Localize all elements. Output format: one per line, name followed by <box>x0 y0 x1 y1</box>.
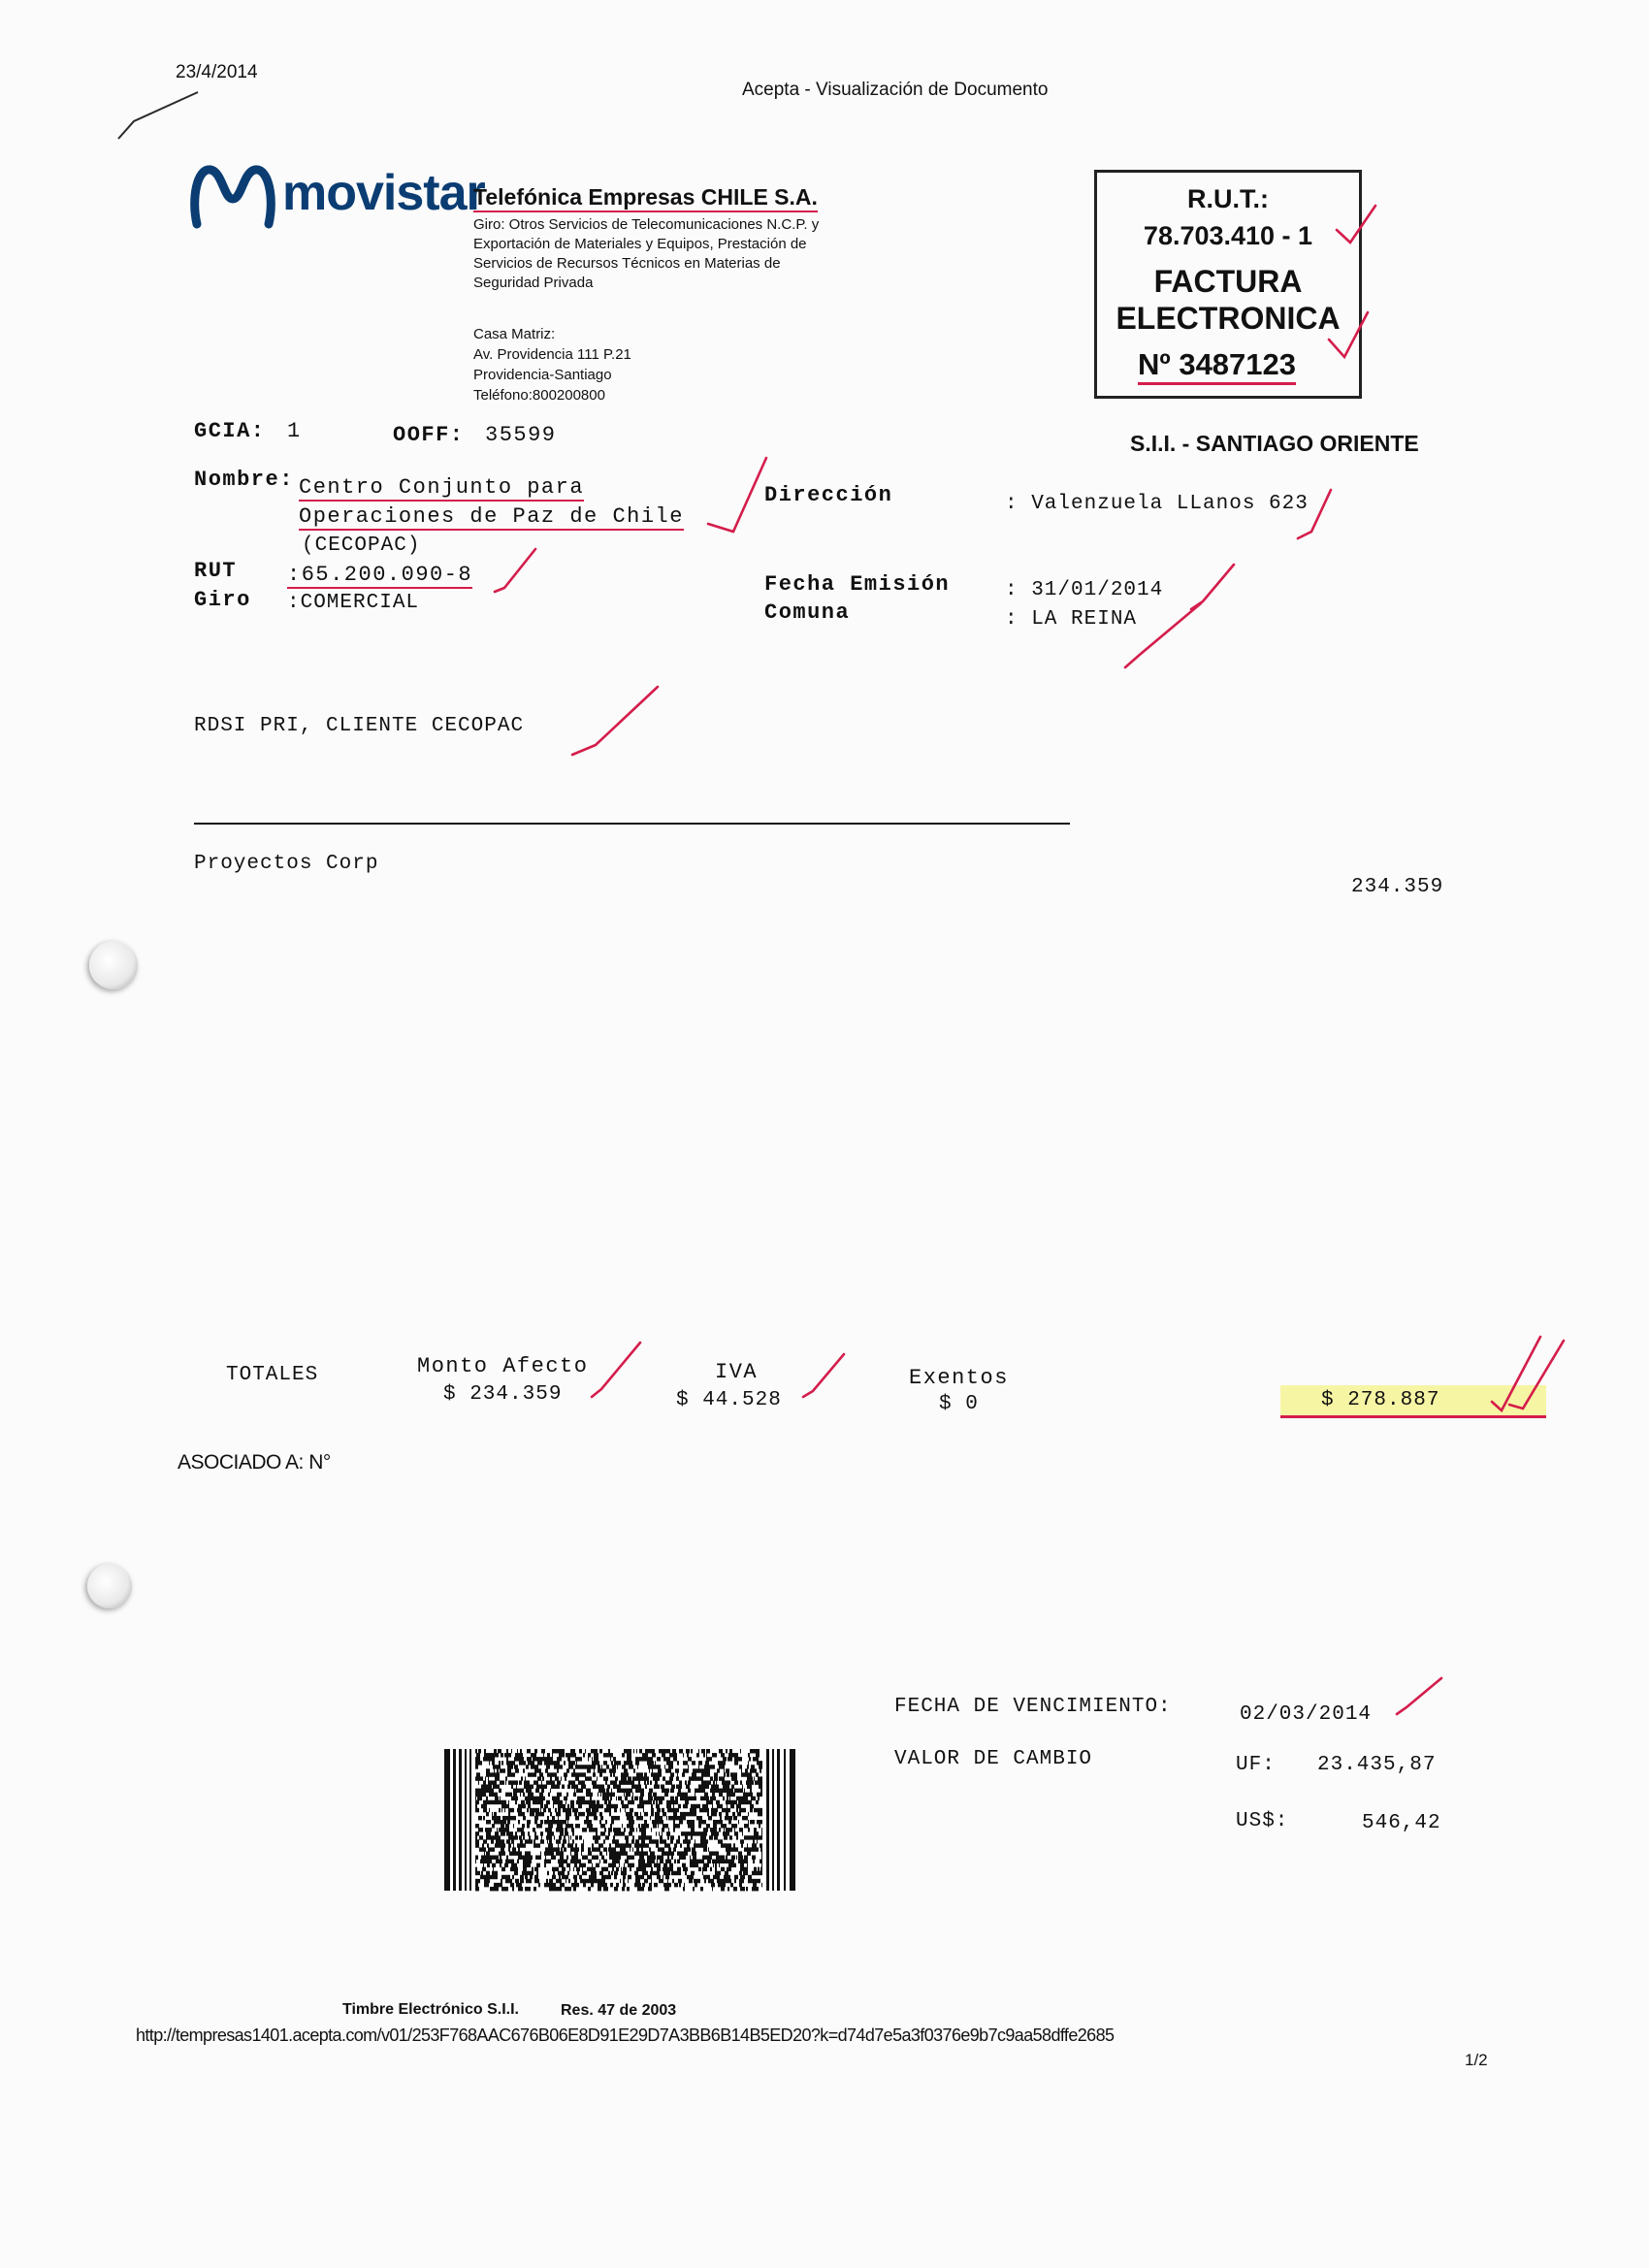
client-name-line1: Centro Conjunto para <box>299 475 585 500</box>
line-item-label: Proyectos Corp <box>194 853 379 875</box>
sii-office: S.I.I. - SANTIAGO ORIENTE <box>1130 431 1419 456</box>
giro-client-label: Giro <box>194 588 251 612</box>
usd-label: US$: <box>1236 1810 1289 1832</box>
fecha-emision-label: Fecha Emisión <box>764 572 951 597</box>
timbre-label: Timbre Electrónico S.I.I. <box>342 2001 519 2018</box>
check-mark-icon <box>1397 1678 1441 1714</box>
punch-hole-icon <box>89 941 138 989</box>
punch-hole-icon <box>87 1564 132 1608</box>
iva-value: $ 44.528 <box>676 1389 782 1411</box>
pdf417-barcode-graphic <box>444 1749 795 1891</box>
client-rut: :65.200.090-8 <box>287 563 473 587</box>
doc-type-line1: FACTURA <box>1153 264 1303 299</box>
company-giro-line: Servicios de Recursos Técnicos en Materias de <box>473 255 781 272</box>
asociado-label: ASOCIADO A: N° <box>178 1451 331 1474</box>
exentos-value: $ 0 <box>939 1393 979 1415</box>
exentos-label: Exentos <box>909 1366 1009 1390</box>
comuna-value: : LA REINA <box>1005 608 1138 631</box>
company-giro-line: Seguridad Privada <box>473 275 594 291</box>
uf-value: 23.435,87 <box>1317 1754 1437 1776</box>
resolucion-label: Res. 47 de 2003 <box>561 2002 677 2019</box>
company-address <box>473 324 631 405</box>
issuer-rut: 78.703.410 - 1 <box>1143 221 1313 250</box>
company-giro <box>473 215 819 293</box>
gcia-value: 1 <box>287 419 302 443</box>
client-name-line3: (CECOPAC) <box>302 535 421 557</box>
check-mark-icon <box>572 687 658 755</box>
company-giro-line: Giro: Otros Servicios de Telecomunicaciones N.C.P. y <box>473 216 820 233</box>
company-name: Telefónica Empresas CHILE S.A. <box>473 184 818 212</box>
check-mark-icon <box>1191 565 1234 609</box>
line-item-amount: 234.359 <box>1351 876 1444 898</box>
document-url: http://tempresas1401.acepta.com/v01/253F768AAC676B06E8D91E29D7A3BB6B14B5ED20?k=d74d7e5a3f0376e9b7c9aa58dffe2685 <box>136 2025 1115 2045</box>
movistar-m-logo-icon <box>189 160 276 233</box>
iva-label: IVA <box>715 1360 759 1384</box>
uf-label: UF: <box>1236 1754 1276 1776</box>
client-address: : Valenzuela LLanos 623 <box>1005 493 1309 515</box>
check-mark-icon <box>495 549 535 592</box>
total-amount: $ 278.887 <box>1280 1385 1546 1418</box>
nombre-label: Nombre: <box>194 468 294 492</box>
valor-cambio-label: VALOR DE CAMBIO <box>894 1748 1093 1770</box>
address-line: Providencia-Santiago <box>473 367 612 383</box>
ooff-value: 35599 <box>485 423 557 447</box>
detail-separator <box>194 823 1070 825</box>
invoice-number: Nº 3487123 <box>1138 347 1296 385</box>
movistar-logo <box>189 160 485 233</box>
usd-value: 546,42 <box>1362 1812 1441 1834</box>
pdf417-barcode-icon <box>444 1749 795 1891</box>
check-mark-icon <box>592 1343 640 1397</box>
check-mark-icon <box>803 1354 844 1397</box>
company-giro-line: Exportación de Materiales y Equipos, Prestación de <box>473 236 807 252</box>
check-mark-icon <box>708 458 766 532</box>
comuna-label: Comuna <box>764 600 851 625</box>
issue-date: : 31/01/2014 <box>1005 579 1164 601</box>
rut-label: R.U.T.: <box>1187 184 1269 213</box>
direccion-label: Dirección <box>764 483 893 507</box>
address-line: Teléfono:800200800 <box>473 387 605 404</box>
pen-mark-icon <box>118 92 198 139</box>
client-giro: :COMERCIAL <box>287 592 420 614</box>
totales-label: TOTALES <box>226 1364 319 1386</box>
gcia-label: GCIA: <box>194 419 266 443</box>
address-line: Casa Matriz: <box>473 326 556 342</box>
vencimiento-label: FECHA DE VENCIMIENTO: <box>894 1696 1172 1718</box>
monto-afecto-value: $ 234.359 <box>443 1383 563 1406</box>
service-description: RDSI PRI, CLIENTE CECOPAC <box>194 715 525 737</box>
rut-client-label: RUT <box>194 559 238 583</box>
client-name-line2: Operaciones de Paz de Chile <box>299 504 684 529</box>
invoice-id-box <box>1094 170 1362 399</box>
ooff-label: OOFF: <box>393 423 465 447</box>
due-date: 02/03/2014 <box>1240 1703 1373 1726</box>
address-line: Av. Providencia 111 P.21 <box>473 346 631 363</box>
page-number: 1/2 <box>1465 2051 1488 2069</box>
print-date: 23/4/2014 <box>176 62 258 82</box>
monto-afecto-label: Monto Afecto <box>417 1354 589 1378</box>
document-viewer-title: Acepta - Visualización de Documento <box>742 80 1049 100</box>
movistar-logo-text: movistar <box>282 165 485 221</box>
doc-type-line2: ELECTRONICA <box>1116 301 1341 336</box>
